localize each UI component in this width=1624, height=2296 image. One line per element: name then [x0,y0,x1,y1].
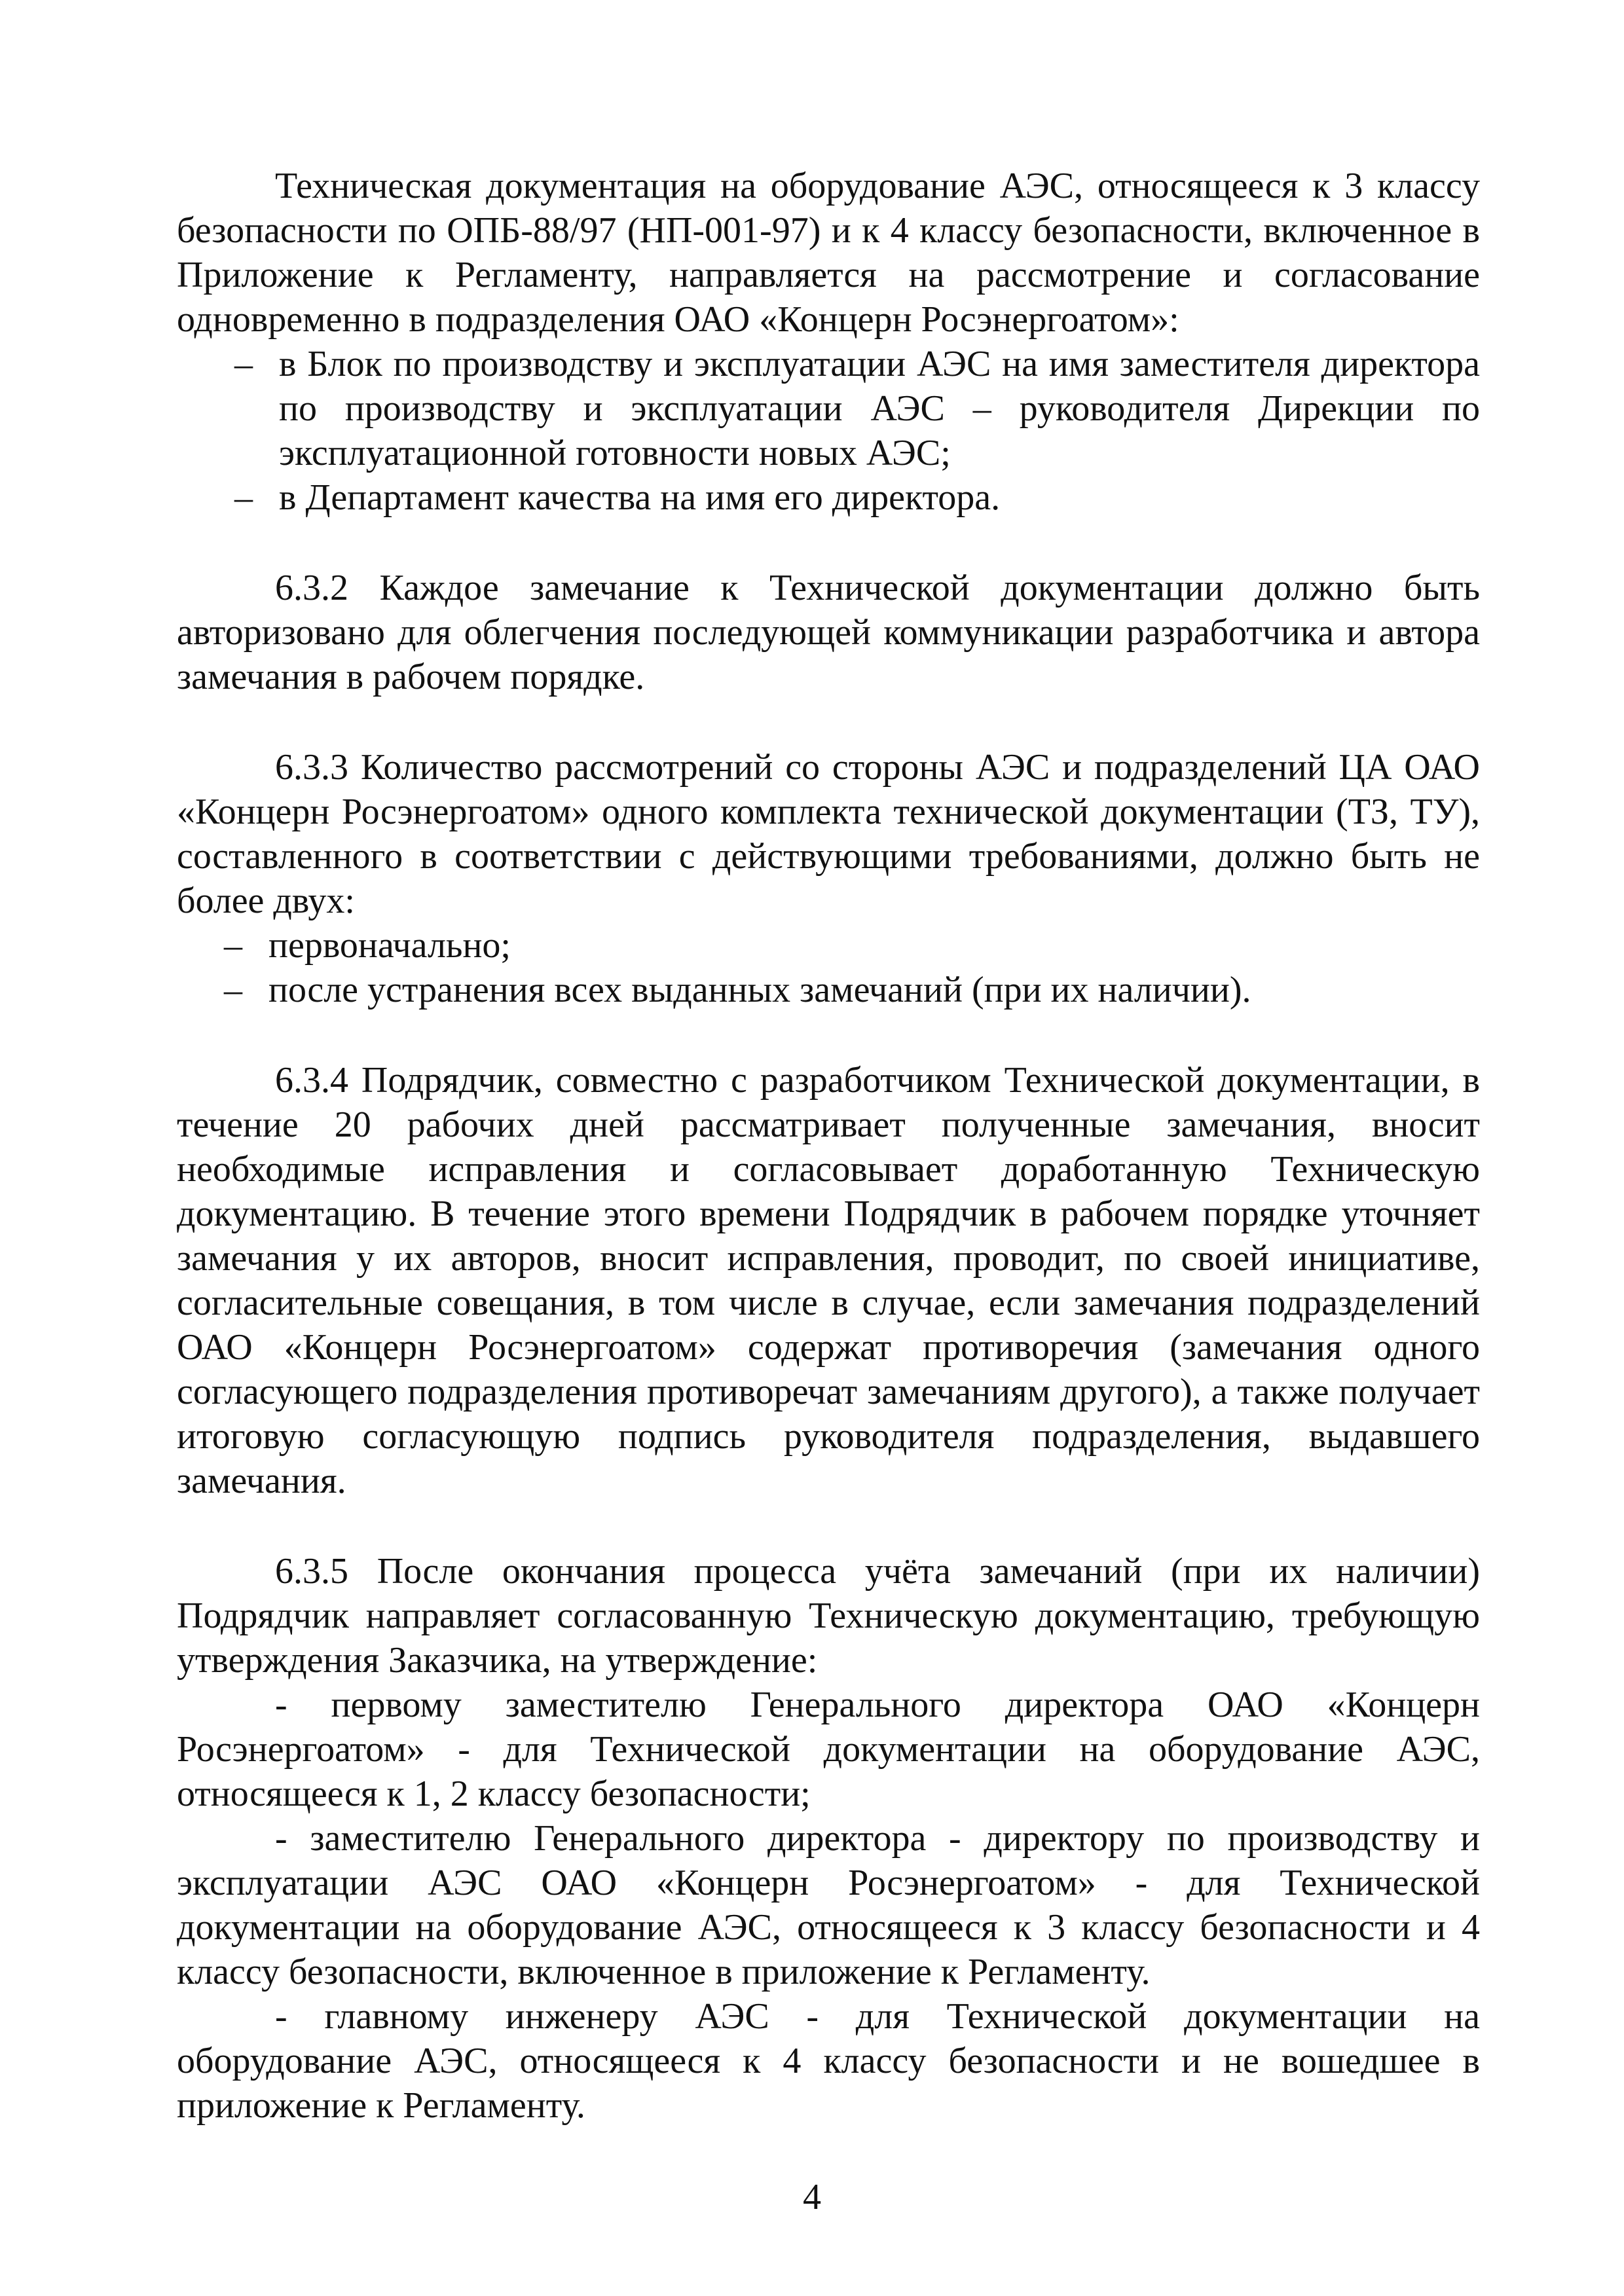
list-item-text: в Департамент качества на имя его директора. [279,477,1001,518]
approval-item-chief-engineer: - главному инженеру АЭС - для Технической документации на оборудование АЭС, относящееся к 4 классу безопасности и не вошедшее в приложение к Регламенту. [177,1996,1480,2126]
section-6-3-3: 6.3.3 Количество рассмотрений со стороны АЭС и подразделений ЦА ОАО «Концерн Росэнергоатом» одного комплекта технической документации (ТЗ, ТУ), составленного в соответствии с действующими требованиями, должно быть не более двух: [177,747,1480,921]
dash-bullet: – [234,477,253,518]
list-item-text: после устранения всех выданных замечаний (при их наличии). [268,970,1251,1010]
dash-bullet: – [224,925,242,966]
section-6-3-5: 6.3.5 После окончания процесса учёта замечаний (при их наличии) Подрядчик направляет согласованную Техническую документацию, требующую утверждения Заказчика, на утверждение: [177,1551,1480,1681]
list-item [177,968,1480,1012]
section-6-3-2: 6.3.2 Каждое замечание к Технической документации должно быть авторизовано для облегчения последующей коммуникации разработчика и автора замечания в рабочем порядке. [177,568,1480,697]
list-intro [177,342,1480,520]
list-item-text: в Блок по производству и эксплуатации АЭС на имя заместителя директора по производству и эксплуатации АЭС – руководителя Дирекции по эксплуатационной готовности новых АЭС; [279,344,1480,473]
dash-bullet: – [224,970,242,1010]
list-item [177,923,1480,968]
list-item [177,342,1480,475]
approval-item-first-deputy: - первому заместителю Генерального директора ОАО «Концерн Росэнергоатом» - для Технической документации на оборудование АЭС, относящееся к 1, 2 классу безопасности; [177,1685,1480,1814]
list-item-text: первоначально; [268,925,511,966]
list-6-3-3 [177,923,1480,1012]
approval-item-deputy-director: - заместителю Генерального директора - директору по производству и эксплуатации АЭС ОАО «Концерн Росэнергоатом» - для Технической документации на оборудование АЭС, относящееся к 3 классу безопасности и 4 классу безопасности, включенное в приложение к Регламенту. [177,1818,1480,1992]
paragraph-intro: Техническая документация на оборудование АЭС, относящееся к 3 классу безопасности по ОПБ-88/97 (НП-001-97) и к 4 классу безопасности, включенное в Приложение к Регламенту, направляется на рассмотрение и согласование одновременно в подразделения ОАО «Концерн Росэнергоатом»: [177,166,1480,340]
section-6-3-4: 6.3.4 Подрядчик, совместно с разработчиком Технической документации, в течение 20 рабочих дней рассматривает полученные замечания, вносит необходимые исправления и согласовывает доработанную Техническую документацию. В течение этого времени Подрядчик в рабочем порядке уточняет замечания у их авторов, вносит исправления, проводит, по своей инициативе, согласительные совещания, в том числе в случае, если замечания подразделений ОАО «Концерн Росэнергоатом» содержат противоречия (замечания одного согласующего подразделения противоречат замечаниям другого), а также получает итоговую согласующую подпись руководителя подразделения, выдавшего замечания. [177,1060,1480,1501]
list-item [177,475,1480,520]
document-page [177,164,1480,2128]
page-number: 4 [803,2177,821,2217]
dash-bullet: – [234,344,253,384]
